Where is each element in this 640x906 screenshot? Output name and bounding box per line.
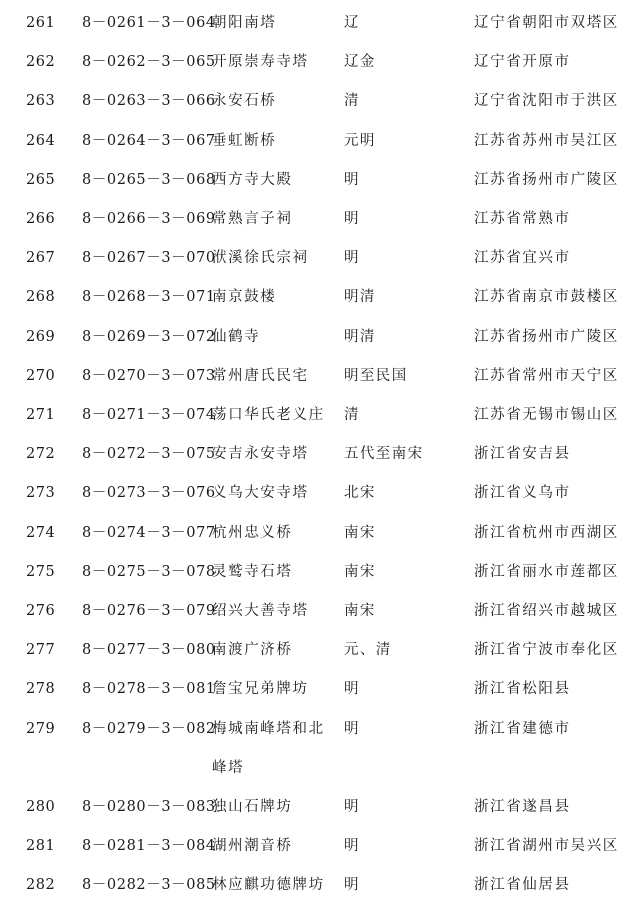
location: 江苏省苏州市吴江区	[474, 132, 619, 149]
table-row	[0, 631, 640, 670]
location: 浙江省丽水市莲都区	[474, 563, 619, 580]
table-row	[0, 278, 640, 317]
era: 元明	[344, 132, 376, 149]
site-name-line: 永安石桥	[212, 93, 277, 110]
era: 明清	[344, 328, 376, 345]
site-name	[212, 710, 325, 788]
location: 浙江省绍兴市越城区	[474, 603, 619, 619]
site-name-line: 义乌大安寺塔	[212, 485, 309, 502]
era: 明	[344, 211, 360, 227]
row-number: 280	[26, 799, 56, 815]
location: 浙江省安吉县	[474, 446, 571, 463]
table-row	[0, 670, 640, 709]
site-name	[212, 4, 276, 43]
row-number: 272	[26, 446, 56, 463]
era: 南宋	[344, 563, 376, 580]
row-number: 262	[26, 54, 56, 71]
table-row	[0, 357, 640, 396]
table-row	[0, 474, 640, 513]
heritage-code: 8－0263－3－066	[82, 93, 216, 110]
site-name-line: 绍兴大善寺塔	[212, 603, 309, 619]
table-row	[0, 866, 640, 905]
heritage-code: 8－0280－3－083	[82, 799, 216, 815]
location: 江苏省扬州市广陵区	[474, 171, 619, 188]
row-number: 279	[26, 720, 56, 737]
table-row	[0, 788, 640, 827]
table-row	[0, 161, 640, 200]
heritage-code: 8－0275－3－078	[82, 563, 216, 580]
era: 元、清	[344, 642, 392, 659]
location: 江苏省宜兴市	[474, 250, 571, 267]
heritage-code: 8－0269－3－072	[82, 328, 216, 345]
era: 明	[344, 838, 360, 855]
site-name-line: 常州唐氏民宅	[212, 367, 309, 384]
row-number: 268	[26, 289, 56, 306]
heritage-code: 8－0278－3－081	[82, 681, 216, 698]
era: 明清	[344, 289, 376, 306]
table-row	[0, 435, 640, 474]
era: 明	[344, 681, 360, 698]
site-name	[212, 318, 260, 357]
location: 浙江省遂昌县	[474, 799, 571, 815]
location: 浙江省宁波市奉化区	[474, 642, 619, 659]
site-name-line: 湖州潮音桥	[212, 838, 293, 855]
row-number: 269	[26, 328, 56, 345]
site-name-line: 开原崇寿寺塔	[212, 54, 309, 71]
site-name	[212, 43, 309, 82]
location: 辽宁省朝阳市双塔区	[474, 15, 619, 31]
era: 五代至南宋	[344, 446, 424, 463]
era: 明至民国	[344, 367, 408, 384]
row-number: 267	[26, 250, 56, 267]
heritage-code: 8－0279－3－082	[82, 720, 216, 737]
row-number: 264	[26, 132, 56, 149]
table-row	[0, 239, 640, 278]
table-row	[0, 396, 640, 435]
site-name	[212, 278, 276, 317]
table-row	[0, 514, 640, 553]
site-name-line: 杭州忠义桥	[212, 524, 293, 541]
table-row	[0, 827, 640, 866]
site-name-line: 常熟言子祠	[212, 211, 293, 227]
site-name-line: 安吉永安寺塔	[212, 446, 309, 463]
row-number: 274	[26, 524, 56, 541]
row-number: 282	[26, 877, 56, 894]
row-number: 275	[26, 563, 56, 580]
era: 南宋	[344, 603, 376, 619]
site-name-line: 朝阳南塔	[212, 15, 277, 31]
heritage-code: 8－0273－3－076	[82, 485, 216, 502]
location: 辽宁省开原市	[474, 54, 571, 71]
location: 浙江省湖州市吴兴区	[474, 838, 619, 855]
site-name	[212, 239, 309, 278]
site-name-line: 灵鹫寺石塔	[212, 563, 293, 580]
era: 辽	[344, 15, 360, 31]
site-name-line: 林应麒功德牌坊	[212, 877, 325, 894]
site-name-line: 洑溪徐氏宗祠	[212, 250, 309, 267]
table-row	[0, 200, 640, 239]
site-name-line: 南渡广济桥	[212, 642, 293, 659]
site-name	[212, 474, 309, 513]
location: 浙江省义乌市	[474, 485, 571, 502]
era: 北宋	[344, 485, 376, 502]
table-row	[0, 82, 640, 121]
location: 江苏省常州市天宁区	[474, 367, 619, 384]
row-number: 266	[26, 211, 56, 227]
site-name-line: 仙鹤寺	[212, 328, 261, 345]
site-name-line: 峰塔	[212, 759, 245, 776]
location: 浙江省杭州市西湖区	[474, 524, 619, 541]
table-row	[0, 710, 640, 776]
table-row	[0, 4, 640, 43]
location: 浙江省仙居县	[474, 877, 571, 894]
row-number: 271	[26, 407, 56, 423]
location: 辽宁省沈阳市于洪区	[474, 93, 619, 110]
era: 辽金	[344, 54, 376, 71]
site-name	[212, 592, 309, 631]
era: 明	[344, 877, 360, 894]
heritage-code: 8－0276－3－079	[82, 603, 216, 619]
heritage-code: 8－0270－3－073	[82, 367, 216, 384]
site-name-line: 梅城南峰塔和北	[212, 720, 325, 737]
heritage-code: 8－0264－3－067	[82, 132, 216, 149]
heritage-code: 8－0274－3－077	[82, 524, 216, 541]
row-number: 277	[26, 642, 56, 659]
row-number: 263	[26, 93, 56, 110]
era: 明	[344, 720, 360, 737]
era: 清	[344, 93, 360, 110]
heritage-code: 8－0281－3－084	[82, 838, 216, 855]
heritage-code: 8－0282－3－085	[82, 877, 216, 894]
heritage-code: 8－0268－3－071	[82, 289, 216, 306]
site-name	[212, 435, 309, 474]
site-name-line: 独山石牌坊	[212, 799, 293, 815]
row-number: 261	[26, 15, 56, 31]
heritage-code: 8－0272－3－075	[82, 446, 216, 463]
site-name	[212, 866, 325, 905]
site-name-line: 荡口华氏老义庄	[212, 407, 325, 423]
era: 明	[344, 799, 360, 815]
site-name-line: 西方寺大殿	[212, 171, 293, 188]
heritage-code: 8－0277－3－080	[82, 642, 216, 659]
row-number: 278	[26, 681, 56, 698]
heritage-code: 8－0262－3－065	[82, 54, 216, 71]
table-row	[0, 592, 640, 631]
table-row	[0, 122, 640, 161]
era: 明	[344, 171, 360, 188]
site-name	[212, 200, 293, 239]
location: 江苏省南京市鼓楼区	[474, 289, 619, 306]
site-name-line: 垂虹断桥	[212, 132, 277, 149]
location: 江苏省扬州市广陵区	[474, 328, 619, 345]
row-number: 276	[26, 603, 56, 619]
site-name	[212, 827, 293, 866]
heritage-code: 8－0266－3－069	[82, 211, 216, 227]
table-row	[0, 43, 640, 82]
location: 浙江省松阳县	[474, 681, 571, 698]
table-row	[0, 318, 640, 357]
row-number: 281	[26, 838, 56, 855]
site-name	[212, 788, 293, 827]
heritage-code: 8－0271－3－074	[82, 407, 216, 423]
location: 江苏省无锡市锡山区	[474, 407, 619, 423]
site-name	[212, 631, 293, 670]
row-number: 273	[26, 485, 56, 502]
era: 南宋	[344, 524, 376, 541]
site-name	[212, 122, 276, 161]
table-row	[0, 553, 640, 592]
site-name	[212, 514, 293, 553]
row-number: 270	[26, 367, 56, 384]
site-name	[212, 553, 293, 592]
era: 清	[344, 407, 360, 423]
location: 江苏省常熟市	[474, 211, 571, 227]
site-name	[212, 396, 325, 435]
era: 明	[344, 250, 360, 267]
heritage-code: 8－0267－3－070	[82, 250, 216, 267]
location: 浙江省建德市	[474, 720, 571, 737]
site-name	[212, 161, 293, 200]
heritage-code: 8－0265－3－068	[82, 171, 216, 188]
site-name	[212, 670, 309, 709]
site-name	[212, 357, 309, 396]
site-name-line: 南京鼓楼	[212, 289, 277, 306]
row-number: 265	[26, 171, 56, 188]
heritage-code: 8－0261－3－064	[82, 15, 216, 31]
site-name	[212, 82, 276, 121]
site-name-line: 詹宝兄弟牌坊	[212, 681, 309, 698]
